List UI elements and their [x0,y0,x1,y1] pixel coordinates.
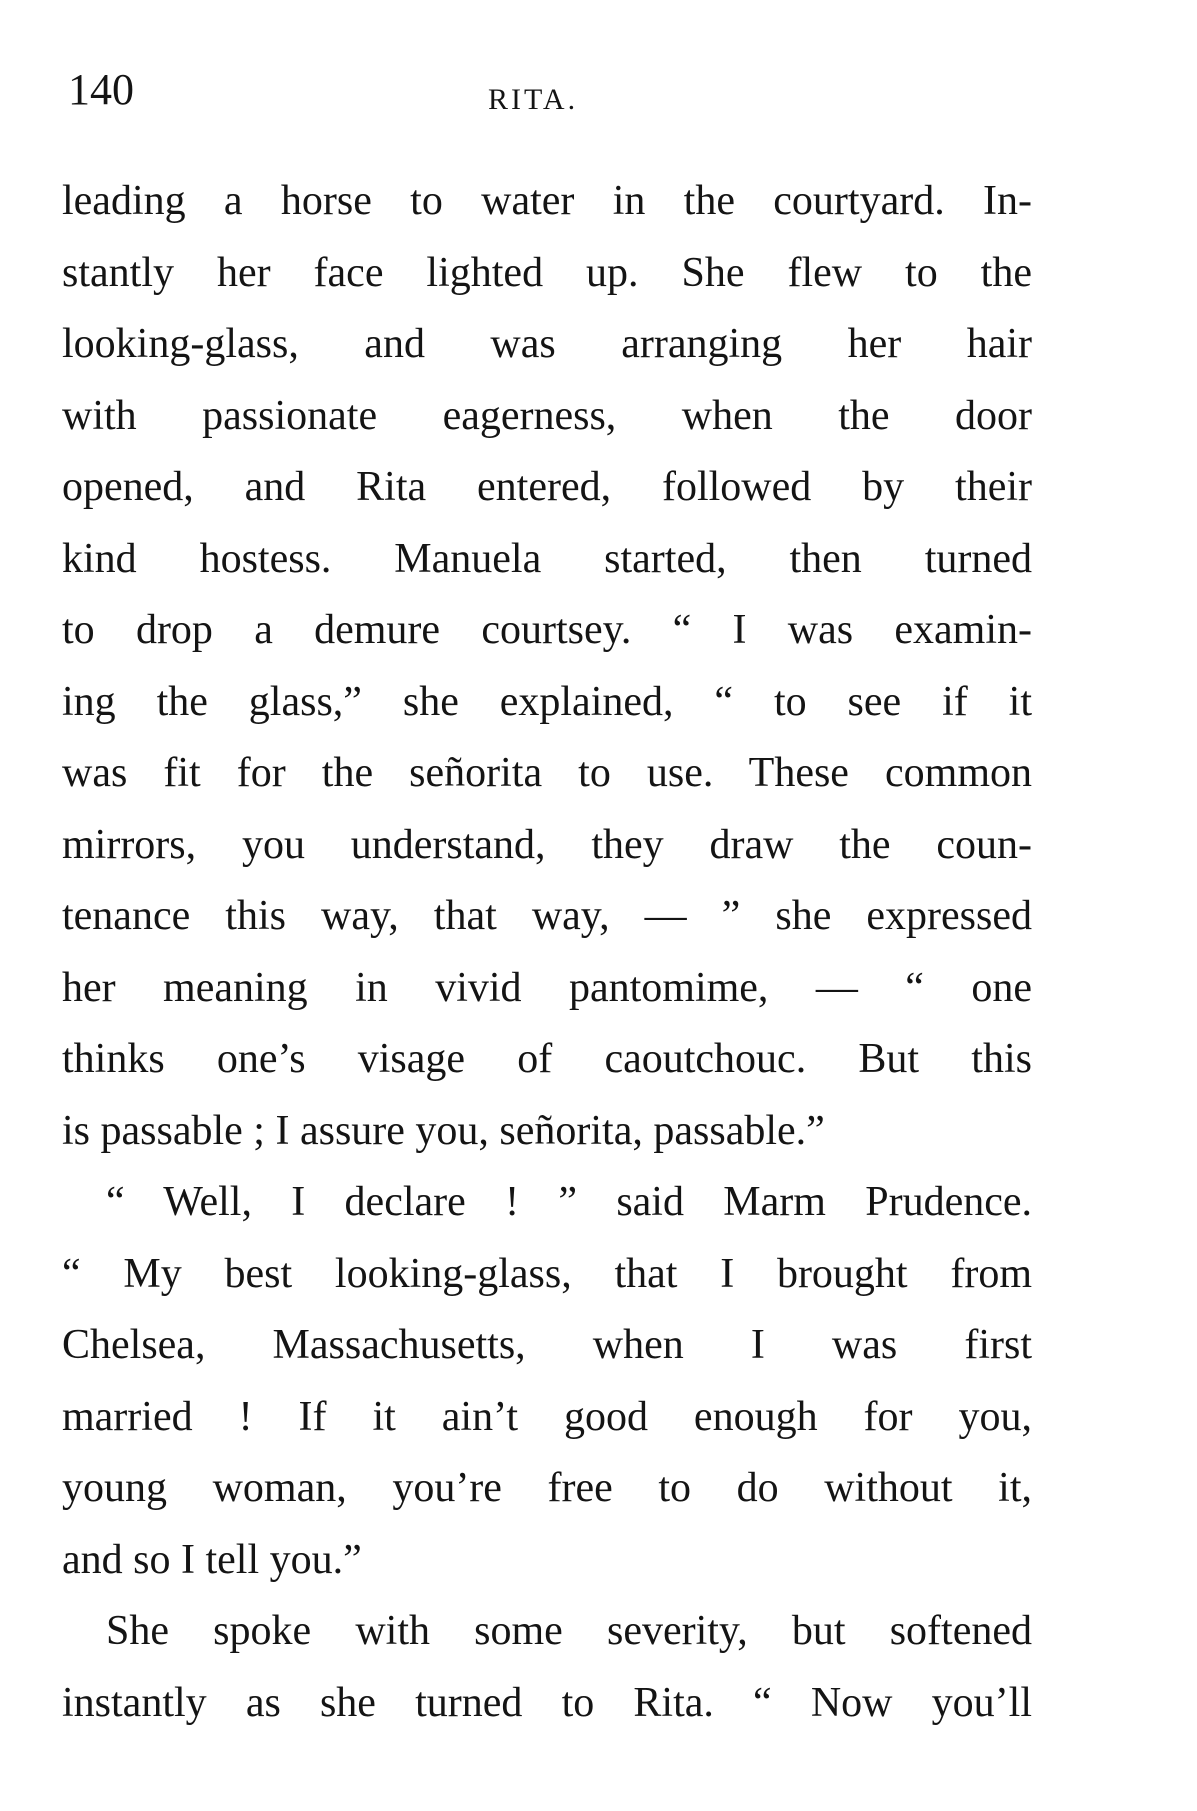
text-line: her meaning in vivid pantomime, — “ one [62,964,1032,1011]
text-line: young woman, you’re free to do without it, [62,1465,1032,1511]
text-line: looking-glass, and was arranging her hair [62,321,1032,367]
text-line: mirrors, you understand, they draw the coun- [62,821,1032,868]
text-line: “ Well, I declare ! ” said Marm Prudence. [106,1179,1032,1225]
text-line: is passable ; I assure you, señorita, passable.” [62,1107,825,1154]
text-line: with passionate eagerness, when the door [62,392,1032,439]
text-line: tenance this way, that way, — ” she expressed [62,893,1032,939]
text-line: kind hostess. Manuela started, then turned [62,535,1032,582]
text-line: She spoke with some severity, but softened [106,1608,1032,1654]
text-line: “ My best looking-glass, that I brought from [62,1250,1032,1297]
text-line: Chelsea, Massachusetts, when I was first [62,1322,1032,1368]
text-line: leading a horse to water in the courtyard. In- [62,178,1032,224]
text-line: and so I tell you.” [62,1536,362,1583]
body-text [62,166,1032,1739]
text-line: was fit for the señorita to use. These common [62,750,1032,796]
text-line: instantly as she turned to Rita. “ Now you’ll [62,1679,1032,1726]
text-line: ing the glass,” she explained, “ to see if it [62,678,1032,725]
running-head: RITA. [488,83,579,116]
text-line: married ! If it ain’t good enough for you, [62,1393,1032,1440]
text-line: thinks one’s visage of caoutchouc. But this [62,1036,1032,1082]
text-line: opened, and Rita entered, followed by their [62,464,1032,510]
text-line: stantly her face lighted up. She flew to the [62,249,1032,296]
text-line: to drop a demure courtsey. “ I was examin- [62,607,1032,653]
page-number: 140 [68,65,134,114]
